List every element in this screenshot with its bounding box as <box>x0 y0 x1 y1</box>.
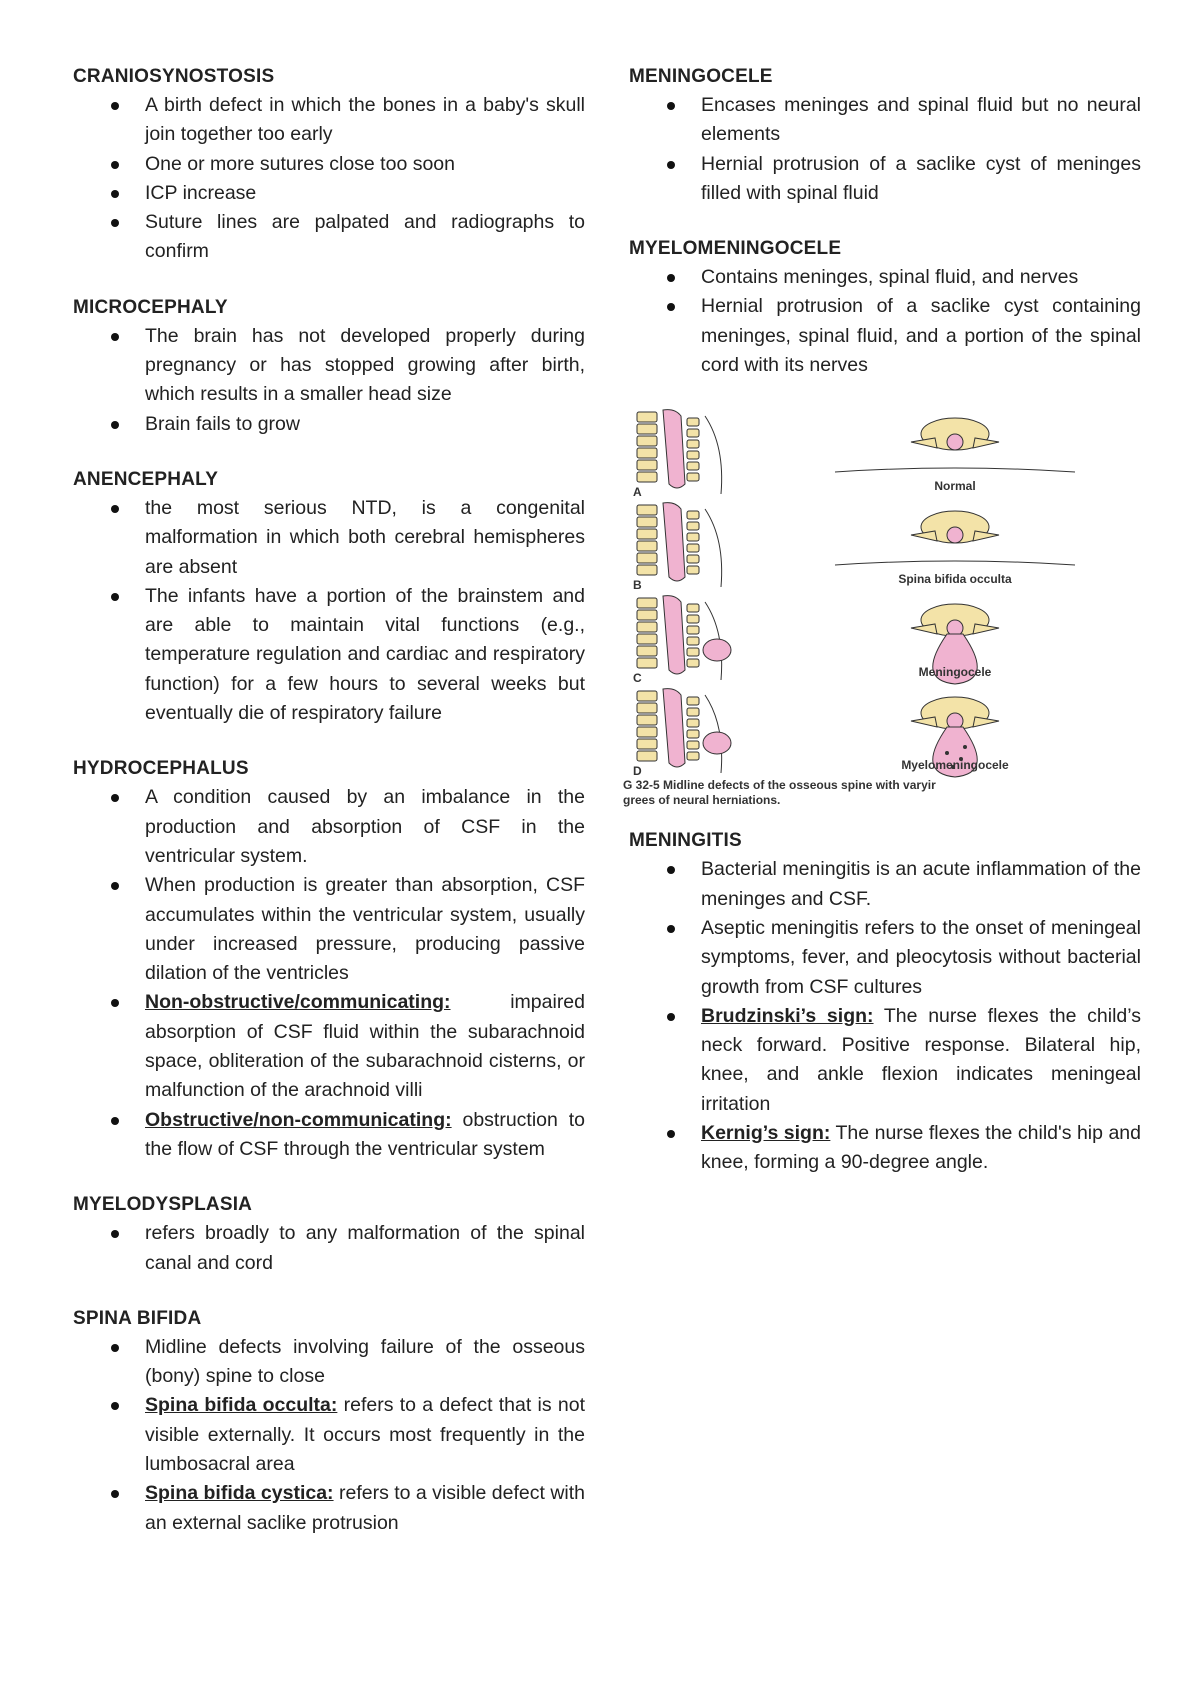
section-heading: CRANIOSYNOSTOSIS <box>73 66 275 87</box>
bullet-text: Brain fails to grow <box>145 412 300 435</box>
spinal-cord <box>663 689 685 767</box>
bullet-text: Encases meninges and spinal fluid but no neural elements <box>701 94 1141 146</box>
spinous-process <box>687 440 699 448</box>
bullet-text: Suture lines are palpated and radiographs to confirm <box>145 211 585 263</box>
vertebra-body <box>637 751 657 761</box>
spinal-cord <box>663 503 685 581</box>
vertebra-body <box>637 691 657 701</box>
bullet-item <box>701 263 1141 292</box>
vertebra-body <box>637 529 657 539</box>
bullet-item <box>145 1333 585 1392</box>
bullet-list <box>73 322 585 439</box>
spinous-process <box>687 648 699 656</box>
transverse-process-left <box>911 717 937 727</box>
bullet-text: A birth defect in which the bones in a baby's skull join together too early <box>145 94 585 146</box>
vertebra-body <box>637 715 657 725</box>
skin-contour <box>705 509 722 587</box>
figure-caption <box>623 778 1137 808</box>
bullet-text: refers to a visible defect with an external saclike protrusion <box>145 1482 586 1534</box>
section-heading: ANENCEPHALY <box>73 468 219 490</box>
section-myelomeningocele <box>629 234 1141 380</box>
bullet-text: A condition caused by an imbalance in the production and absorption of CSF in the ventricular system. <box>145 786 585 867</box>
bullet-list <box>73 494 585 728</box>
spinous-process <box>687 697 699 705</box>
bullet-text: The nurse flexes the child’s neck forward. Positive response. Bilateral hip, knee, and ankle flexion indicates meningeal irritation <box>701 1004 1141 1115</box>
spinous-process <box>687 462 699 470</box>
skin-line <box>835 468 1075 472</box>
transverse-process-right <box>973 438 999 448</box>
bullet-item <box>701 914 1141 1002</box>
nerve-element <box>945 751 949 755</box>
section-heading: MENINGOCELE <box>629 66 773 87</box>
spinous-process <box>687 752 699 760</box>
bullet-text: Hernial protrusion of a saclike cyst of meninges filled with spinal fluid <box>701 152 1141 204</box>
bullet-list <box>73 1333 585 1538</box>
panel-label: Myelomeningocele <box>901 758 1009 773</box>
spinous-process <box>687 604 699 612</box>
transverse-process-right <box>973 717 999 727</box>
bullet-term: Non-obstructive/communicating: <box>145 991 451 1014</box>
bullet-text: The brain has not developed properly during pregnancy or has stopped growing after birth, which results in a smaller head size <box>145 324 585 406</box>
vertebra-body <box>637 424 657 434</box>
bullet-term: Brudzinski’s sign: <box>701 1004 874 1027</box>
bullet-item <box>145 582 585 728</box>
spinal-cord <box>663 596 685 674</box>
section-anencephaly <box>73 465 585 728</box>
transverse-process-left <box>911 438 937 448</box>
bullet-text: Aseptic meningitis refers to the onset of meningeal symptoms, fever, and pleocytosis without bacterial growth from CSF cultures <box>701 916 1141 998</box>
figure-panel-myelomeningocele <box>633 689 1009 778</box>
bullet-item <box>145 494 585 582</box>
section-heading: MICROCEPHALY <box>73 296 228 318</box>
bullet-item <box>145 1391 585 1479</box>
panel-label: Spina bifida occulta <box>898 572 1012 587</box>
bullet-item <box>701 292 1141 380</box>
figure-caption-line-2: grees of neural herniations. <box>623 793 781 808</box>
herniated-sac <box>703 639 731 661</box>
nerve-element <box>963 745 967 749</box>
panel-letter: B <box>633 578 642 593</box>
section-myelodysplasia <box>73 1190 585 1278</box>
bullet-text: Bacterial meningitis is an acute inflammation of the meninges and CSF. <box>701 858 1141 910</box>
figure-caption-line-1: G 32-5 Midline defects of the osseous spine with varyir <box>623 778 936 793</box>
section-spina-bifida <box>73 1304 585 1538</box>
bullet-item <box>701 150 1141 209</box>
bullet-list <box>73 91 585 267</box>
figure-panel-normal <box>633 410 1075 499</box>
bullet-list <box>629 855 1141 1177</box>
spinous-process <box>687 418 699 426</box>
bullet-item <box>145 1479 585 1538</box>
bullet-text: impaired absorption of CSF fluid within the subarachnoid space, obliteration of the subarachnoid cisterns, or malfunction of the arachnoid villi <box>145 991 585 1102</box>
spinous-process <box>687 637 699 645</box>
bullet-term: Spina bifida cystica: <box>145 1482 334 1505</box>
spinous-process <box>687 730 699 738</box>
section-microcephaly <box>73 293 585 439</box>
bullet-text: When production is greater than absorption, CSF accumulates within the ventricular system, usually under increased pressure, producing passive dilation of the ventricles <box>145 874 585 985</box>
bullet-item <box>701 1119 1141 1178</box>
bullet-list <box>73 783 585 1164</box>
bullet-list <box>629 91 1141 208</box>
transverse-process-left <box>911 624 937 634</box>
bullet-text: Hernial protrusion of a saclike cyst containing meninges, spinal fluid, and a portion of the spinal cord with its nerves <box>701 295 1141 377</box>
section-heading: HYDROCEPHALUS <box>73 758 249 780</box>
vertebra-body <box>637 541 657 551</box>
bullet-item <box>145 322 585 410</box>
figure-illustration <box>625 406 1137 778</box>
bullet-text: ICP increase <box>145 181 257 204</box>
vertebra-body <box>637 565 657 575</box>
vertebra-body <box>637 703 657 713</box>
panel-letter: C <box>633 671 642 686</box>
bullet-item <box>145 150 585 179</box>
right-column <box>623 62 1142 1204</box>
spinal-canal <box>947 527 963 543</box>
spinous-process <box>687 522 699 530</box>
bullet-item <box>145 91 585 150</box>
bullet-item <box>145 1219 585 1278</box>
spinous-process <box>687 473 699 481</box>
bullet-text: Contains meninges, spinal fluid, and nerves <box>701 266 1079 289</box>
section-meningocele <box>629 62 1141 208</box>
bullet-item <box>145 1106 585 1165</box>
vertebra-body <box>637 598 657 608</box>
spinous-process <box>687 451 699 459</box>
panel-letter: A <box>633 485 642 500</box>
bullet-item <box>701 91 1141 150</box>
vertebra-body <box>637 412 657 422</box>
spinal-canal <box>947 434 963 450</box>
bullet-term: Spina bifida occulta: <box>145 1394 338 1417</box>
bullet-text: The infants have a portion of the brainstem and are able to maintain vital functions (e.g., temperature regulation and cardiac and respiratory function) for a few hours to several weeks but eventually die of respiratory failure <box>145 584 585 725</box>
bullet-item <box>145 410 585 439</box>
figure-panel-meningocele <box>633 596 999 685</box>
vertebra-body <box>637 727 657 737</box>
section-meningitis <box>629 826 1141 1177</box>
transverse-process-left <box>911 531 937 541</box>
section-craniosynostosis <box>73 62 585 267</box>
bullet-text: The nurse flexes the child's hip and knee, forming a 90-degree angle. <box>701 1122 1142 1174</box>
vertebra-body <box>637 460 657 470</box>
transverse-process-right <box>973 531 999 541</box>
bullet-item <box>145 988 585 1105</box>
vertebra-body <box>637 436 657 446</box>
bullet-text: Midline defects involving failure of the osseous (bony) spine to close <box>145 1335 585 1388</box>
bullet-item <box>145 871 585 988</box>
bullet-term: Obstructive/non-communicating: <box>145 1108 452 1131</box>
figure-panel-spina-bifida-occulta <box>633 503 1075 592</box>
vertebra-body <box>637 448 657 458</box>
bullet-list <box>73 1219 585 1278</box>
spinous-process <box>687 533 699 541</box>
section-heading: MYELOMENINGOCELE <box>629 238 842 260</box>
skin-line <box>835 561 1075 565</box>
bullet-term: Kernig’s sign: <box>701 1122 831 1145</box>
section-hydrocephalus <box>73 754 585 1164</box>
bullet-text: the most serious NTD, is a congenital malformation in which both cerebral hemispheres are absent <box>145 496 585 578</box>
vertebra-body <box>637 622 657 632</box>
bullet-text: refers to a defect that is not visible externally. It occurs most frequently in the lumbosacral area <box>145 1394 585 1475</box>
panel-letter: D <box>633 764 642 779</box>
spinous-process <box>687 626 699 634</box>
vertebra-body <box>637 634 657 644</box>
bullet-item <box>145 208 585 267</box>
bullet-text: One or more sutures close too soon <box>145 152 455 175</box>
left-column <box>73 62 585 1564</box>
spinous-process <box>687 566 699 574</box>
bullet-text: refers broadly to any malformation of the spinal canal and cord <box>145 1222 585 1274</box>
bullet-item <box>701 1002 1141 1119</box>
bullet-text: obstruction to the flow of CSF through the ventricular system <box>145 1108 585 1160</box>
spinous-process <box>687 719 699 727</box>
section-heading: MYELODYSPLASIA <box>73 1194 253 1216</box>
vertebra-body <box>637 658 657 668</box>
panel-label: Normal <box>934 479 976 494</box>
spina-bifida-figure <box>623 406 1137 808</box>
spinous-process <box>687 741 699 749</box>
bullet-item <box>701 855 1141 914</box>
section-heading: SPINA BIFIDA <box>73 1307 202 1329</box>
vertebra-body <box>637 517 657 527</box>
spinous-process <box>687 708 699 716</box>
spinous-process <box>687 511 699 519</box>
vertebra-body <box>637 739 657 749</box>
herniated-sac <box>703 732 731 754</box>
panel-label: Meningocele <box>918 665 992 680</box>
vertebra-body <box>637 646 657 656</box>
vertebra-body <box>637 505 657 515</box>
vertebra-body <box>637 610 657 620</box>
bullet-list <box>629 263 1141 380</box>
transverse-process-right <box>973 624 999 634</box>
bullet-item <box>145 179 585 208</box>
vertebra-body <box>637 553 657 563</box>
spinous-process <box>687 429 699 437</box>
spinous-process <box>687 555 699 563</box>
vertebra-body <box>637 472 657 482</box>
spinous-process <box>687 615 699 623</box>
spinous-process <box>687 544 699 552</box>
bullet-item <box>145 783 585 871</box>
spinal-cord <box>663 410 685 488</box>
skin-contour <box>705 416 722 494</box>
section-heading: MENINGITIS <box>629 830 742 852</box>
spinous-process <box>687 659 699 667</box>
